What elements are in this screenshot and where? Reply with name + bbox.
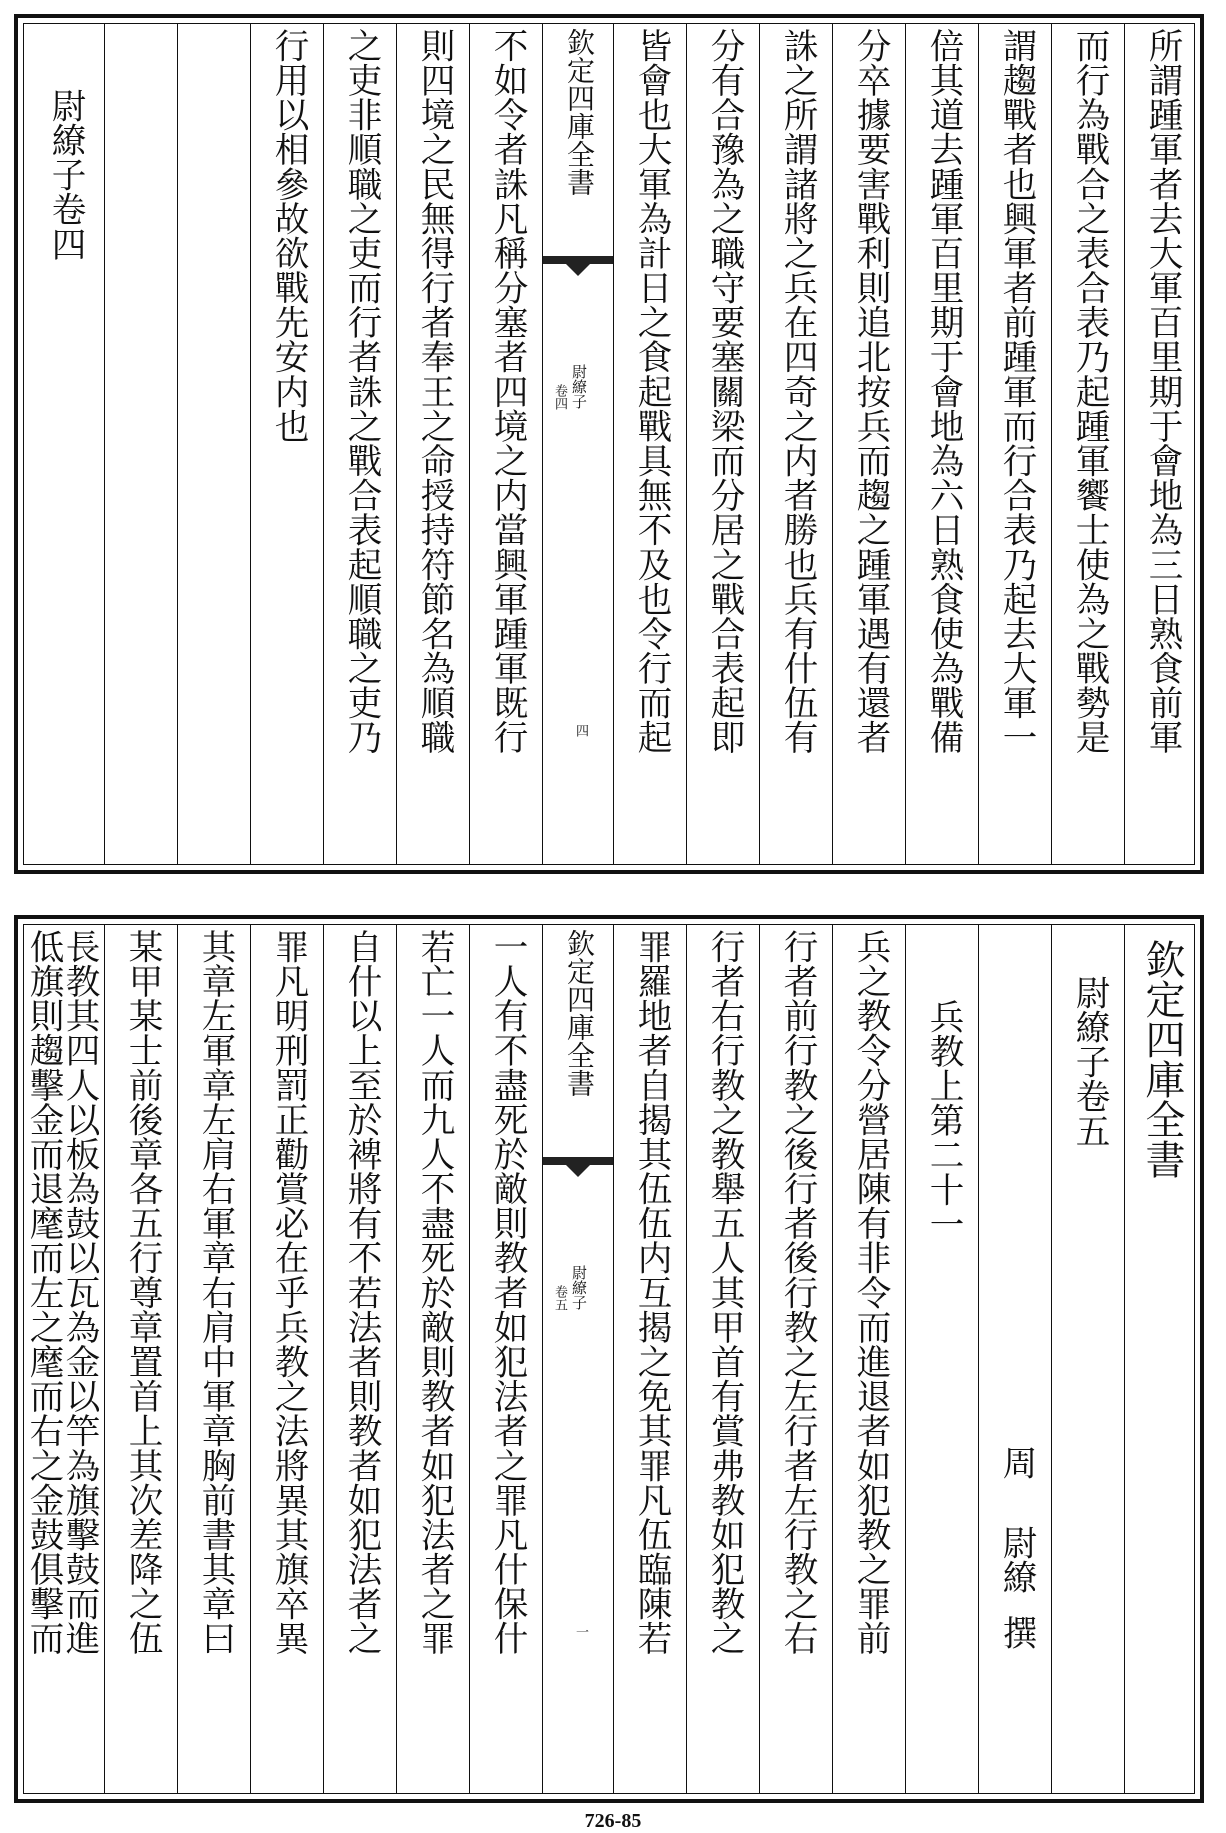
band-volume: 卷五 [552, 1285, 567, 1311]
text-column [396, 24, 469, 864]
text-line: 兵之教令分營居陳有非令而進退者如犯教之罪前 [850, 929, 890, 1656]
text-column [469, 925, 542, 1793]
text-column [323, 925, 396, 1793]
author-name: 尉繚 [996, 1525, 1036, 1595]
volume-title: 尉繚子卷五 [1069, 975, 1109, 1148]
text-line: 行者右行教之教舉五人其甲首有賞弗教如犯教之 [704, 929, 744, 1656]
text-column [905, 24, 978, 864]
text-column [832, 925, 905, 1793]
text-line: 分有合豫為之職守要塞關梁而分居之戰合表起即 [704, 28, 744, 755]
empty-column [177, 24, 250, 864]
text-column [759, 24, 832, 864]
text-line: 行用以相參故欲戰先安内也 [268, 28, 308, 444]
book-headline: 欽定四庫全書 [1139, 939, 1185, 1179]
text-column [613, 24, 686, 864]
end-volume-title: 尉繚子卷四 [45, 88, 85, 261]
author-column [978, 925, 1051, 1793]
chapter-column [905, 925, 978, 1793]
band-header: 欽定四庫全書 [563, 929, 596, 1097]
text-line: 分卒據要害戰利則追北按兵而趨之踵軍遇有還者 [850, 28, 890, 755]
text-column [686, 24, 759, 864]
text-column [177, 925, 250, 1793]
author-dynasty: 周 [996, 1445, 1036, 1480]
text-line: 低旗則趨擊金而退麾而左之麾而右之金鼓俱擊而 [23, 929, 63, 1656]
text-column [613, 925, 686, 1793]
text-column [832, 24, 905, 864]
text-line: 謂趨戰者也興軍者前踵軍而行合表乃起去大軍一 [996, 28, 1036, 755]
text-column [104, 925, 177, 1793]
text-column [686, 925, 759, 1793]
text-line: 其章左軍章左肩右軍章右肩中軍章胸前書其章曰 [195, 929, 235, 1656]
text-line: 一人有不盡死於敵則教者如犯法者之罪凡什保什 [487, 929, 527, 1656]
text-column [323, 24, 396, 864]
empty-column [104, 24, 177, 864]
text-column [759, 925, 832, 1793]
text-column [978, 24, 1051, 864]
text-column [250, 925, 323, 1793]
title-column [1124, 925, 1197, 1793]
text-column [396, 925, 469, 1793]
top-page-frame [23, 23, 1195, 865]
band-page-number: 一 [573, 1625, 588, 1638]
text-column [24, 24, 104, 864]
bottom-page-frame [23, 924, 1195, 1794]
text-column [1124, 24, 1197, 864]
text-line: 長教其四人以板為鼓以瓦為金以竿為旗擊鼓而進 [59, 929, 99, 1656]
author-suffix: 撰 [996, 1615, 1036, 1650]
text-column [250, 24, 323, 864]
text-line: 行者前行教之後行者後行教之左行者左行教之右 [777, 929, 817, 1656]
text-line: 不如令者誅凡稱分塞者四境之内當興軍踵軍既行 [487, 28, 527, 755]
band-page-number: 四 [573, 724, 588, 737]
center-band [542, 925, 613, 1793]
text-line: 所謂踵軍者去大軍百里期于會地為三日熟食前軍 [1142, 28, 1182, 755]
text-line: 而行為戰合之表合表乃起踵軍饗士使為之戰勢是 [1069, 28, 1109, 755]
band-volume: 卷四 [552, 384, 567, 410]
text-column [469, 24, 542, 864]
center-band [542, 24, 613, 864]
text-column-pair [24, 925, 104, 1793]
text-line: 自什以上至於裨將有不若法者則教者如犯法者之 [341, 929, 381, 1656]
fishtail-mark [543, 256, 613, 278]
band-book-title: 尉繚子 [570, 1265, 588, 1310]
text-line: 罪凡明刑罰正勸賞必在乎兵教之法將異其旗卒異 [268, 929, 308, 1656]
text-line: 皆會也大軍為計日之食起戰具無不及也令行而起 [631, 28, 671, 755]
text-line: 罪羅地者自揭其伍伍内互揭之免其罪凡伍臨陳若 [631, 929, 671, 1656]
text-line: 某甲某士前後章各五行尊章置首上其次差降之伍 [122, 929, 162, 1656]
title-column [1051, 925, 1124, 1793]
page-code: 726-85 [584, 1810, 642, 1832]
band-book-title: 尉繚子 [570, 364, 588, 409]
fishtail-mark [543, 1157, 613, 1179]
chapter-title: 兵教上第二十一 [923, 999, 963, 1242]
text-line: 若亡一人而九人不盡死於敵則教者如犯法者之罪 [414, 929, 454, 1656]
text-line: 倍其道去踵軍百里期于會地為六日熟食使為戰備 [923, 28, 963, 755]
top-page-panel [14, 14, 1204, 874]
band-header: 欽定四庫全書 [563, 28, 596, 196]
text-column [1051, 24, 1124, 864]
bottom-page-panel [14, 915, 1204, 1803]
text-line: 誅之所謂諸將之兵在四奇之内者勝也兵有什伍有 [777, 28, 817, 755]
text-line: 則四境之民無得行者奉王之命授持符節名為順職 [414, 28, 454, 755]
text-line: 之吏非順職之吏而行者誅之戰合表起順職之吏乃 [341, 28, 381, 755]
